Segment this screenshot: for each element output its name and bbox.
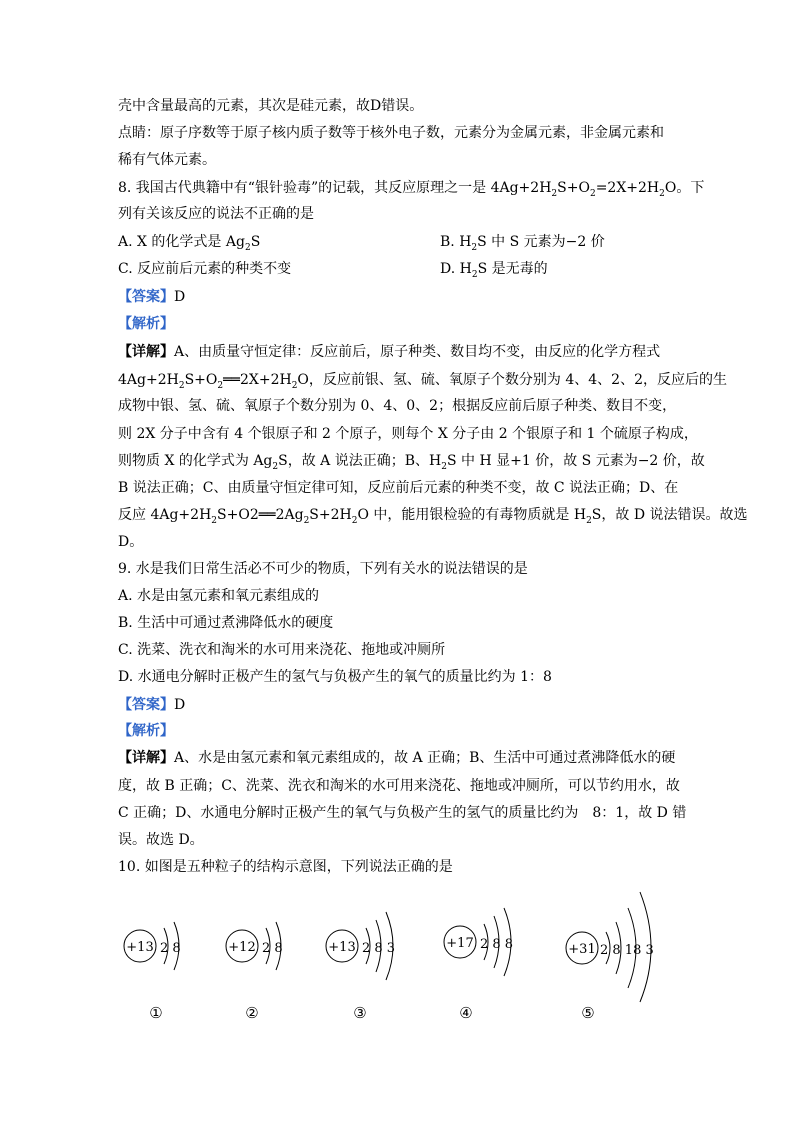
q8-detail-line: B 说法正确；C、由质量守恒定律可知，反应前后元素的种类不变，故 C 说法正确；D、在 [118,480,679,496]
nucleus-charge: +13 [126,940,154,955]
q8-option-d: D. $H_2S$ 是无毒的 [440,261,548,280]
q8-answer: 【答案】D [118,289,186,305]
diagram-label: ③ [353,1004,367,1022]
q8-detail-line: 则物质 X 的化学式为 $Ag_2S$，故 A 说法正确；B、$H_2S$ 中 H 显+1 价，故 S 元素为−2 价，故 [118,453,705,472]
diagram-label: ② [245,1004,259,1022]
diagram-label: ① [149,1004,163,1022]
electron-config: 2 8 8 [480,937,514,952]
electron-config: 2 8 [160,941,181,956]
q8-detail-line: 成物中银、氢、硫、氧原子个数分别为 0、4、0、2；根据反应前后原子种类、数目不变， [118,398,677,414]
q8-stem: 8. 我国古代典籍中有“银针验毒”的记载，其反应原理之一是 $4Ag+2H_2S+O_2=2X+2H_2O$。下 [118,180,705,199]
q9-detail-line: 误。故选 D。 [118,832,204,848]
nucleus-charge: +12 [228,940,256,955]
q9-option-c: C. 洗菜、洗衣和淘米的水可用来浇花、拖地或冲厕所 [118,642,446,658]
q8-analysis-tag: 【解析】 [118,316,174,332]
q8-option-c: C. 反应前后元素的种类不变 [118,261,292,277]
q10-stem: 10. 如图是五种粒子的结构示意图，下列说法正确的是 [118,859,453,875]
atom-diagram [120,908,200,992]
q9-detail-line: 度，故 B 正确；C、洗菜、洗衣和淘米的水可用来浇花、拖地或冲厕所，可以节约用水，故 [118,778,680,794]
q8-stem-cont: 列有关该反应的说法不正确的是 [118,206,314,222]
diagram-label: ⑤ [581,1004,595,1022]
atom-diagram [440,896,540,990]
atom-diagram [222,908,302,992]
diagram-label: ④ [459,1004,473,1022]
q8-detail-line: $4Ag+2H_2S+O_2══2X+2H_2O$，反应前银、氢、硫、氧原子个数分别为 4、4、2、2，反应后的生 [118,372,727,391]
q9-option-b: B. 生活中可通过煮沸降低水的硬度 [118,615,334,631]
q8-detail-line: 则 2X 分子中含有 4 个银原子和 2 个原子，则每个 X 分子由 2 个银原子和 1 个硫原子构成， [118,426,698,442]
q9-detail: 【详解】A、水是由氢元素和氧元素组成的，故 A 正确；B、生活中可通过煮沸降低水的硬 [118,750,676,766]
atom-diagram [562,884,682,1008]
q9-option-d: D. 水通电分解时正极产生的氢气与负极产生的氧气的质量比约为 1：8 [118,669,552,685]
q9-answer: 【答案】D [118,697,186,713]
text-line: 壳中含量最高的元素，其次是硅元素，故D错误。 [118,98,424,114]
electron-config: 2 8 3 [362,941,396,956]
q8-detail-line: D。 [118,534,144,550]
nucleus-charge: +31 [568,942,596,957]
q9-option-a: A. 水是由氢元素和氧元素组成的 [118,588,320,604]
q9-stem: 9. 水是我们日常生活必不可少的物质，下列有关水的说法错误的是 [118,561,528,577]
nucleus-charge: +17 [446,936,474,951]
electron-config: 2 8 [262,941,283,956]
nucleus-charge: +13 [328,940,356,955]
electron-config: 2 8 18 3 [600,943,654,958]
text-line: 稀有气体元素。 [118,152,216,168]
q8-detail: 【详解】A、由质量守恒定律：反应前后，原子种类、数目均不变，由反应的化学方程式 [118,344,661,360]
q9-analysis-tag: 【解析】 [118,723,174,739]
text-line: 点睛：原子序数等于原子核内质子数等于核外电子数，元素分为金属元素，非金属元素和 [118,125,664,141]
q9-detail-line: C 正确；D、水通电分解时正极产生的氧气与负极产生的氢气的质量比约为 8：1，故 D 错 [118,805,687,821]
q8-option-b: B. $H_2S$ 中 S 元素为−2 价 [440,234,605,253]
atom-diagram [322,900,422,994]
q8-detail-line: 反应 $4Ag+2H_2S+O2══2Ag_2S+2H_2O$ 中，能用银检验的有毒物质就是 $H_2S$，故 D 说法错误。故选 [118,507,748,526]
q8-option-a: A. X 的化学式是 $Ag_2S$ [118,234,261,253]
